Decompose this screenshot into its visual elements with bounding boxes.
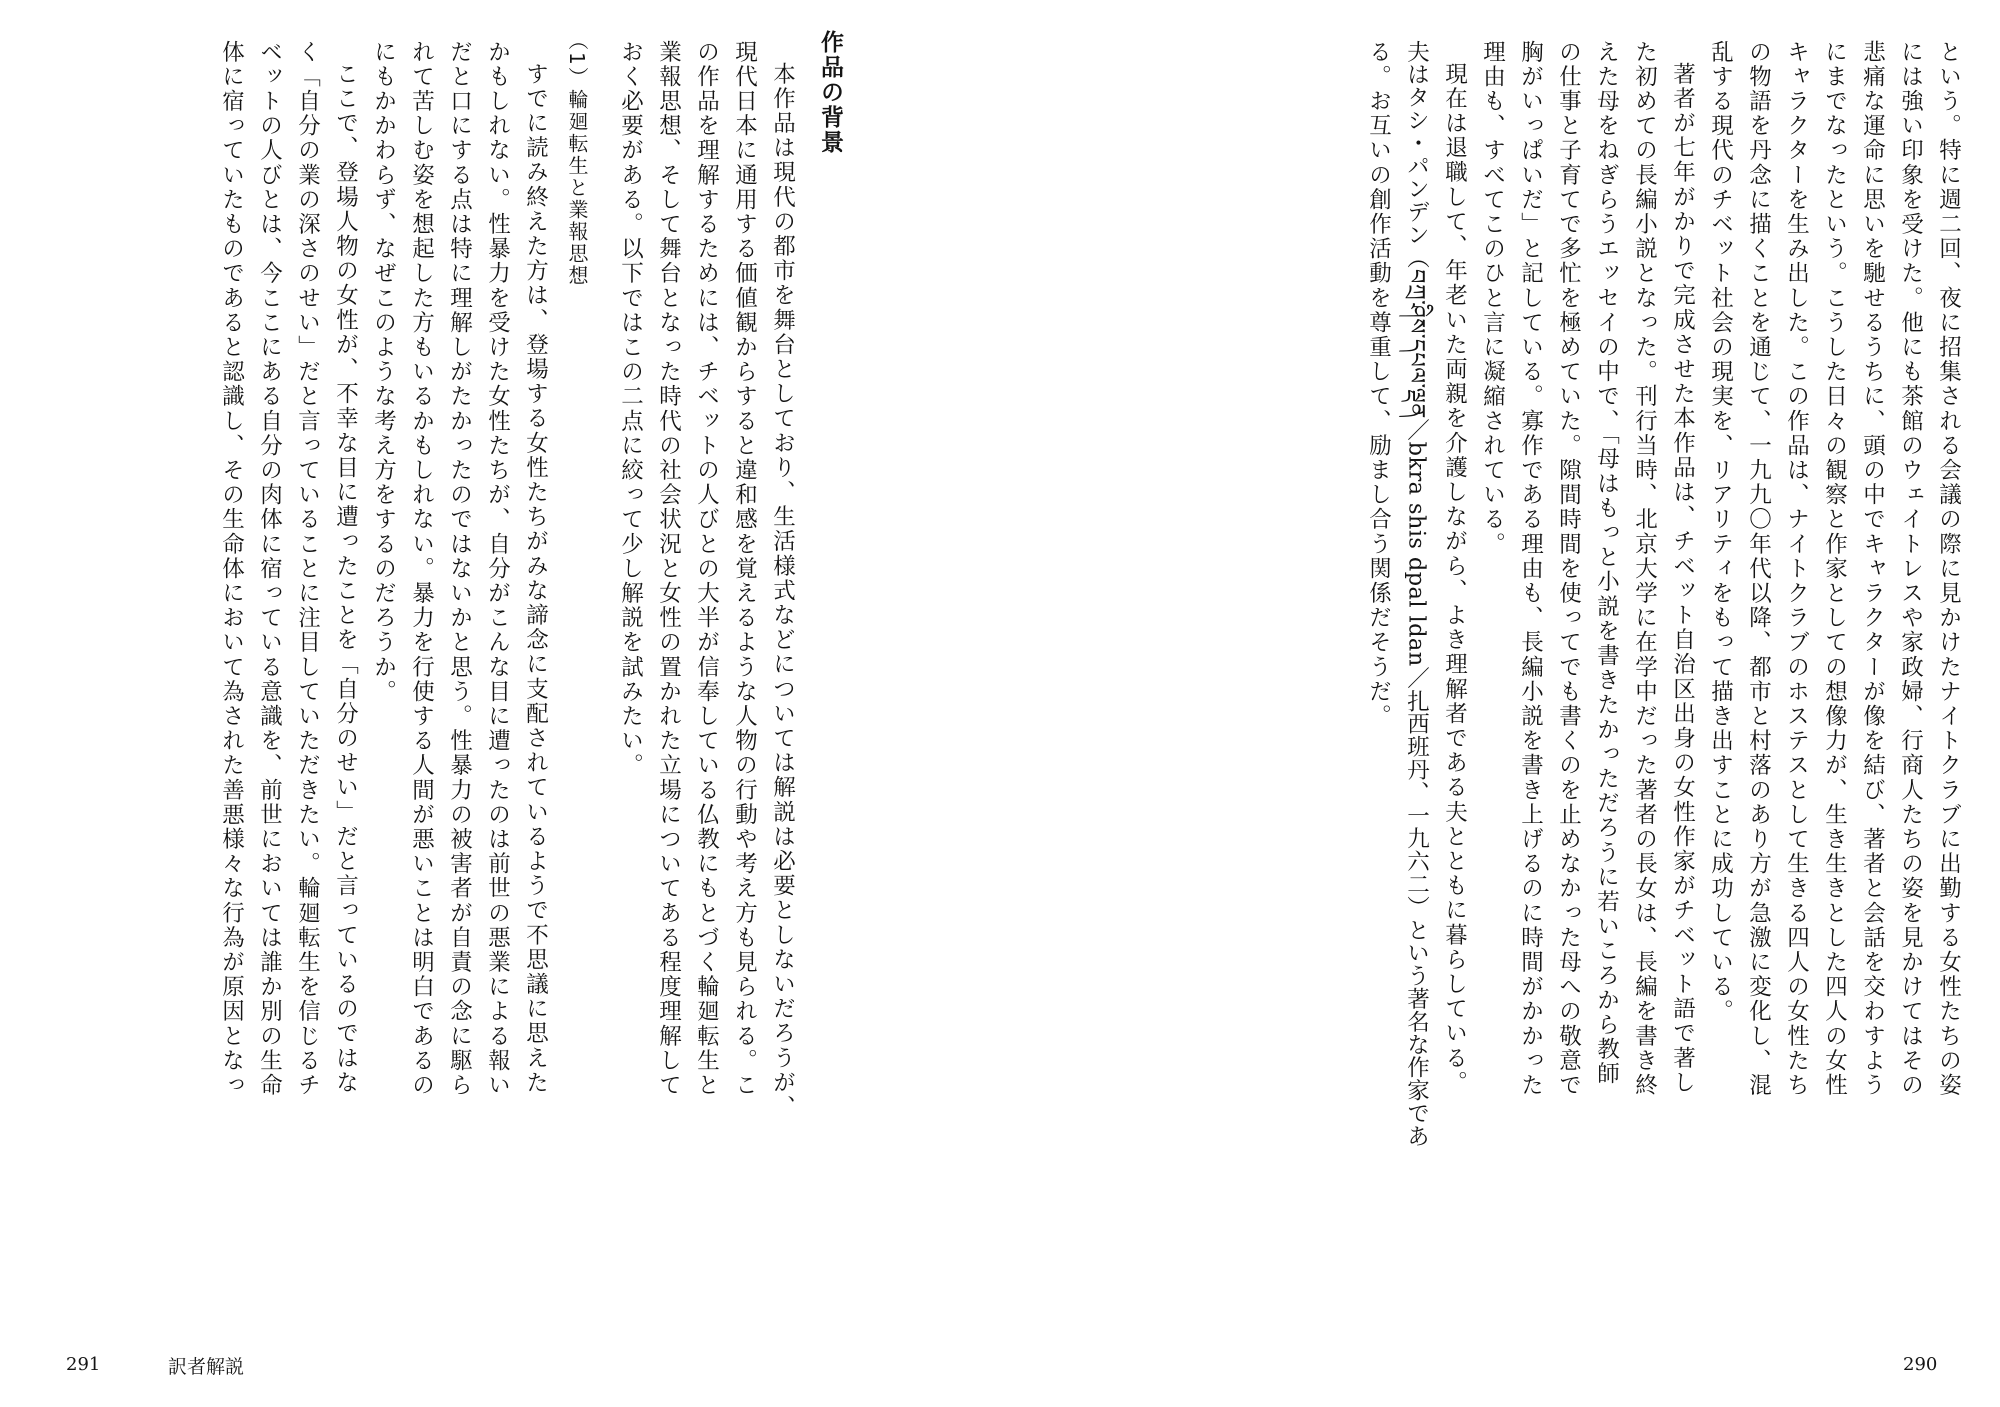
running-head: 訳者解説 xyxy=(168,1356,245,1378)
left-body-line-8: ベットの人びとは、今ここにある自分の肉体に宿っている意識を、前世においては誰か別の生命 xyxy=(256,40,283,1098)
left-body-line-1: すでに読み終えた方は、登場する女性たちがみな諦念に支配されているようで不思議に思えた xyxy=(522,62,549,1096)
right-line-1: という。特に週二回、夜に招集される会議の際に見かけたナイトクラブに出勤する女性たちの姿 xyxy=(1935,40,1962,1098)
left-intro-line-1: 本作品は現代の都市を舞台としており、生活様式などについては解説は必要としないだろうが、 xyxy=(769,62,796,1120)
left-body-line-6: ここで、登場人物の女性が、不幸な目に遭ったことを「自分のせい」だと言っているのではな xyxy=(332,62,359,1096)
right-line-10: えた母をねぎらうエッセイの中で、「母はもっと小説を書きたかっただろうに若いころから教師 xyxy=(1593,40,1620,1087)
right-line-14: 現在は退職して、年老いた両親を介護しながら、よき理解者である夫とともに暮らしている。 xyxy=(1441,62,1468,1096)
right-line-6: の物語を丹念に描くことを通じて、一九九〇年代以降、都市と村落のあり方が急激に変化し、混 xyxy=(1745,40,1772,1098)
left-body-line-5: にもかかわらず、なぜこのような考え方をするのだろうか。 xyxy=(370,40,397,705)
left-intro-line-5: おく必要がある。以下ではこの二点に絞って少し解説を試みたい。 xyxy=(617,40,644,778)
left-body-line-2: かもしれない。性暴力を受けた女性たちが、自分がこんな目に遭ったのは前世の悪業による報い xyxy=(484,40,511,1098)
right-line-3: 悲痛な運命に思いを馳せるうちに、頭の中でキャラクターが像を結び、著者と会話を交わすよう xyxy=(1859,40,1886,1098)
right-line-4: にまでなったという。こうした日々の観察と作家としての想像力が、生き生きとした四人の女性 xyxy=(1821,40,1848,1098)
right-line-16: る。お互いの創作活動を尊重して、励まし合う関係だそうだ。 xyxy=(1365,40,1392,729)
left-body-line-7: く「自分の業の深さのせい」だと言っていることに注目していただきたい。輪廻転生を信じるチ xyxy=(294,40,321,1098)
section-heading: 作品の背景 xyxy=(817,30,843,155)
left-intro-line-2: 現代日本に通用する価値観からすると違和感を覚えるような人物の行動や考え方も見られる。こ xyxy=(731,40,758,1098)
right-line-11: の仕事と子育てで多忙を極めていた。隙間時間を使ってでも書くのを止めなかった母への敬意で xyxy=(1555,40,1582,1098)
right-line-7: 乱する現代のチベット社会の現実を、リアリティをもって描き出すことに成功している。 xyxy=(1707,40,1734,1024)
left-body-line-9: 体に宿っていたものであると認識し、その生命体において為された善悪様々な行為が原因となっ xyxy=(218,40,245,1098)
right-folio: 290 xyxy=(1903,1354,1938,1375)
left-body-line-4: れて苦しむ姿を想起した方もいるかもしれない。暴力を行使する人間が悪いことは明白であるの xyxy=(408,40,435,1098)
right-line-8: 著者が七年がかりで完成させた本作品は、チベット自治区出身の女性作家がチベット語で著し xyxy=(1669,62,1696,1096)
right-line-12: 胸がいっぱいだ」と記している。寡作である理由も、長編小説を書き上げるのに時間がかかった xyxy=(1517,40,1544,1098)
left-intro-line-4: 業報思想、そして舞台となった時代の社会状況と女性の置かれた立場についてある程度理解して xyxy=(655,40,682,1098)
left-folio: 291 xyxy=(66,1354,101,1375)
subsection-heading: （1）輪廻転生と業報思想 xyxy=(565,30,589,287)
right-line-5: キャラクターを生み出した。この作品は、ナイトクラブのホステスとして生きる四人の女性たち xyxy=(1783,40,1810,1098)
right-line-9: た初めての長編小説となった。刊行当時、北京大学に在学中だった著者の長女は、長編を書き終 xyxy=(1631,40,1658,1098)
right-line-13: 理由も、すべてこのひと言に凝縮されている。 xyxy=(1479,40,1506,557)
left-intro-line-3: の作品を理解するためには、チベットの人びとの大半が信奉している仏教にもとづく輪廻転生と xyxy=(693,40,720,1098)
right-line-15: 夫はタシ・パンデン（བཀྲ་ཤིས་དཔལ་ལྡན／bkra shis dpal ldan／扎西班丹、一九六二）という著名な作家であ xyxy=(1403,40,1430,1148)
left-body-line-3: だと口にする点は特に理解しがたかったのではないかと思う。性暴力の被害者が自責の念に駆ら xyxy=(446,40,473,1098)
right-line-2: には強い印象を受けた。他にも茶館のウェイトレスや家政婦、行商人たちの姿を見かけてはその xyxy=(1897,40,1924,1098)
